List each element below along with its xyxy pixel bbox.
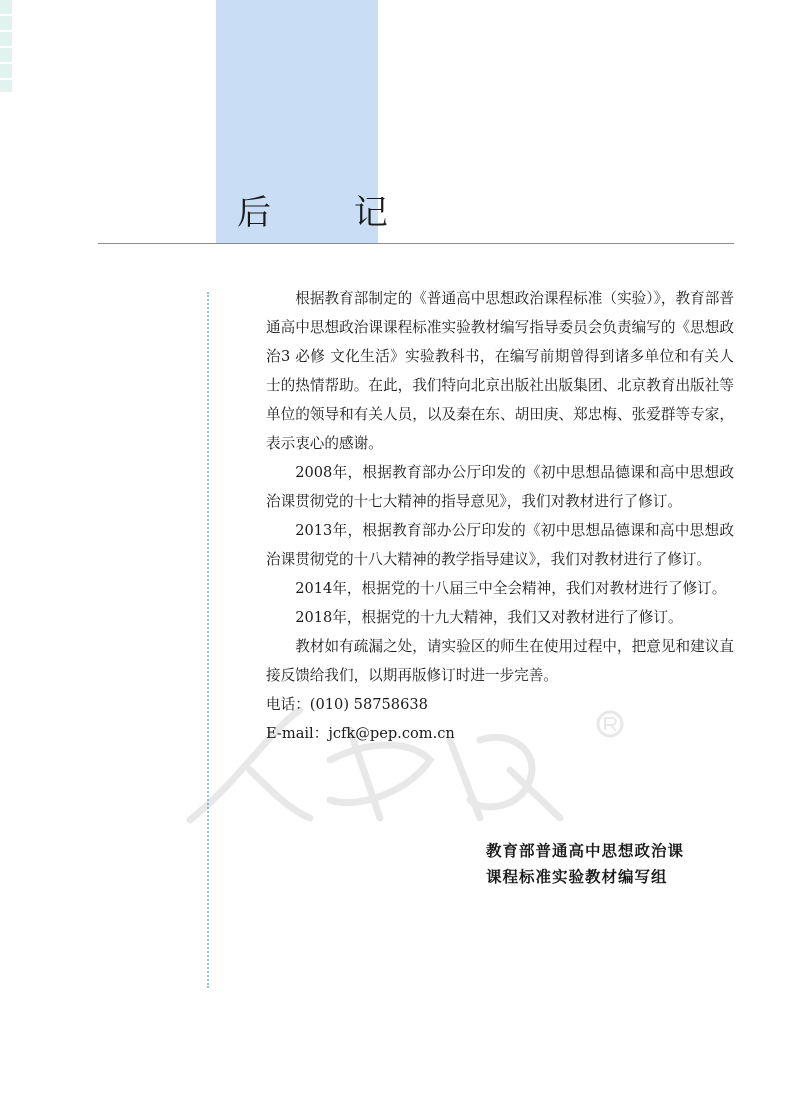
contact-email: E-mail：jcfk@pep.com.cn [266, 725, 455, 742]
margin-dotted-line [207, 292, 209, 988]
paragraph-revision-2008: 2008年，根据教育部办公厅印发的《初中思想品德课和高中思想政治课贯彻党的十七大精神的指导意见》，我们对教材进行了修订。 [266, 464, 734, 510]
page-edge-tab [0, 0, 12, 92]
afterword-body [266, 284, 734, 748]
paragraph-revision-2018: 2018年，根据党的十九大精神，我们又对教材进行了修订。 [295, 609, 683, 626]
paragraph-revision-2014: 2014年，根据党的十八届三中全会精神，我们对教材进行了修订。 [295, 580, 727, 597]
paragraph-revision-2013: 2013年，根据教育部办公厅印发的《初中思想品德课和高中思想政治课贯彻党的十八大精神的教学指导建议》，我们对教材进行了修订。 [266, 522, 734, 568]
contact-phone: 电话：(010) 58758638 [266, 696, 428, 713]
paragraph-feedback: 教材如有疏漏之处，请实验区的师生在使用过程中，把意见和建议直接反馈给我们，以期再版修订时进一步完善。 [266, 638, 734, 684]
title-divider [98, 243, 734, 244]
signature-line-2: 课程标准实验教材编写组 [486, 867, 668, 886]
paragraph-acknowledgement: 根据教育部制定的《普通高中思想政治课程标准（实验）》，教育部普通高中思想政治课课程标准实验教材编写指导委员会负责编写的《思想政治3 必修 文化生活》实验教科书，在编写前期曾得到诸多单位和有关人士的热情帮助。在此，我们特向北京出版社出版集团、北京教育出版社等单位的领导和有关人员，以及秦在东、胡田庚、郑忠梅、张爱群等专家，表示衷心的感谢。 [266, 290, 734, 452]
signature-block [486, 838, 684, 890]
page-title: 后 记 [237, 193, 424, 233]
signature-line-1: 教育部普通高中思想政治课 [486, 841, 685, 860]
